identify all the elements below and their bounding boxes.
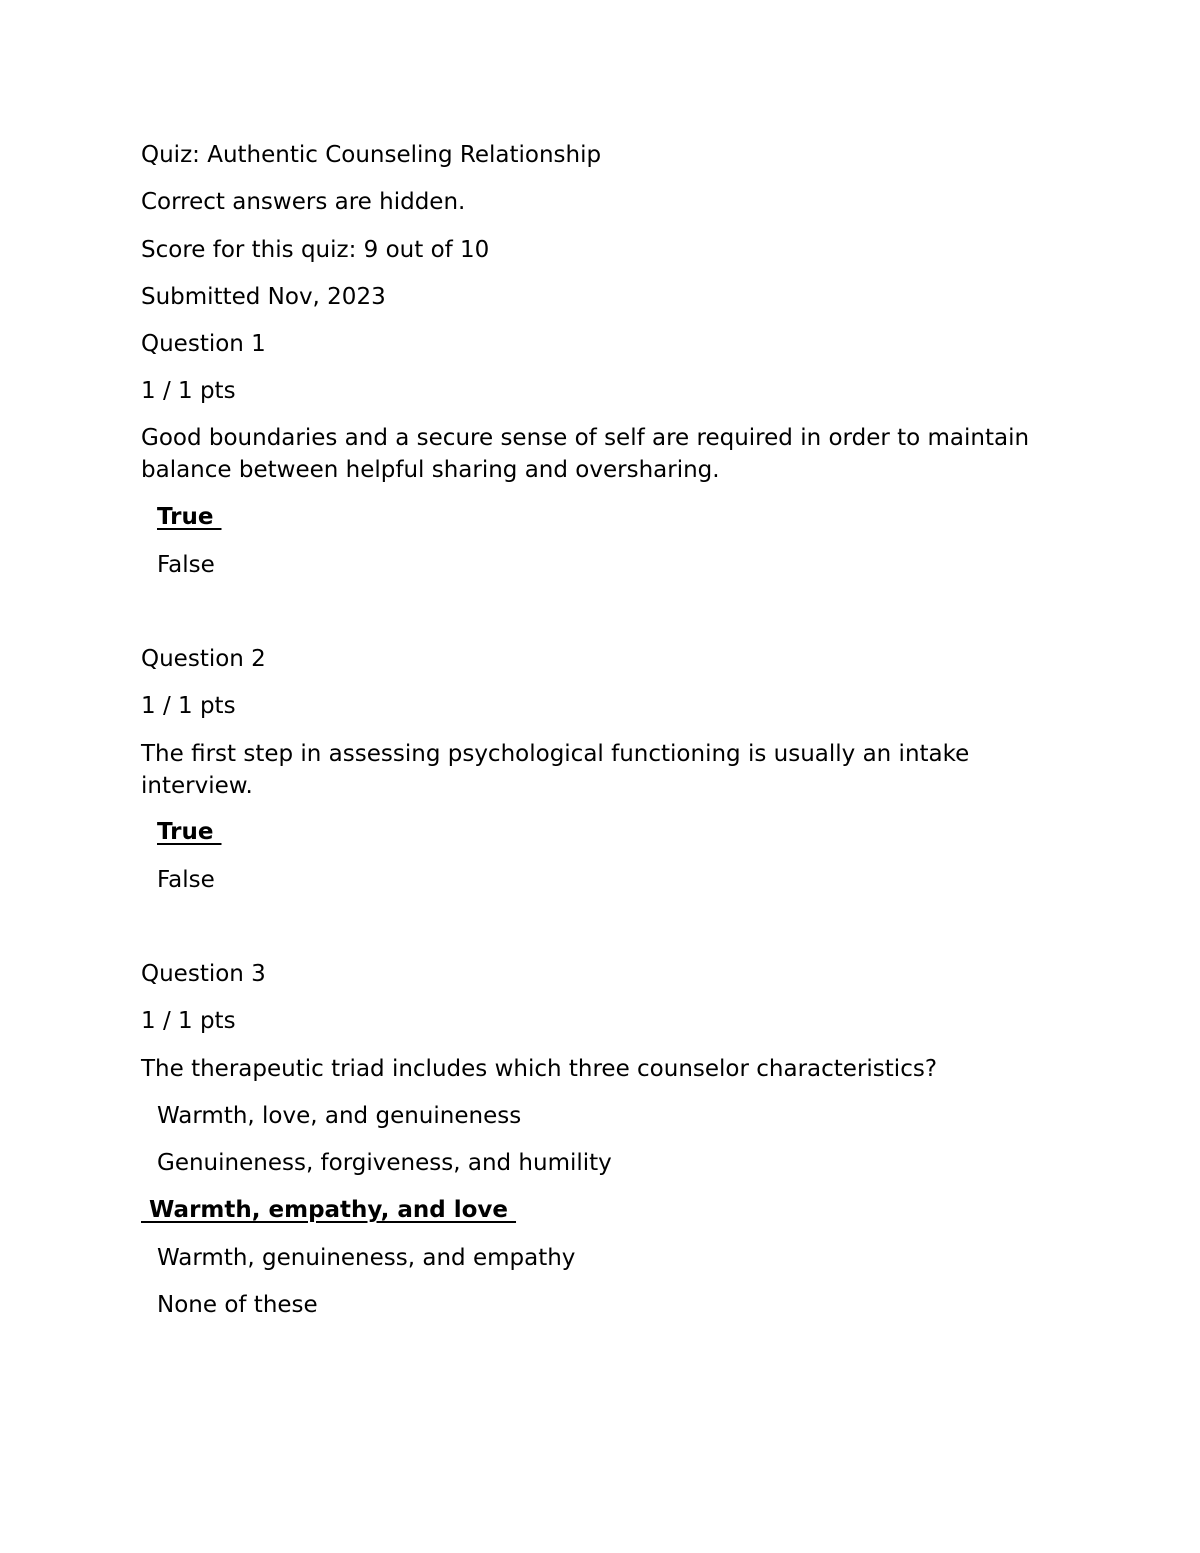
answer-option[interactable]: Warmth, genuineness, and empathy [157, 1245, 576, 1271]
answer-option[interactable]: Warmth, love, and genuineness [157, 1103, 522, 1129]
submitted-date: Submitted Nov, 2023 [141, 284, 386, 310]
quiz-title: Quiz: Authentic Counseling Relationship [141, 142, 602, 168]
answer-option[interactable]: False [157, 867, 215, 893]
question-text: The therapeutic triad includes which three counselor characteristics? [141, 1056, 938, 1082]
question-label: Question 3 [141, 961, 266, 987]
answer-option-selected[interactable]: Warmth, empathy, and love [141, 1197, 517, 1223]
answers-hidden-note: Correct answers are hidden. [141, 189, 466, 215]
question-points: 1 / 1 pts [141, 1008, 236, 1034]
question-points: 1 / 1 pts [141, 378, 236, 404]
answer-option[interactable]: None of these [157, 1292, 318, 1318]
answer-option-selected[interactable]: True [157, 504, 222, 530]
question-text: Good boundaries and a secure sense of self are required in order to maintain balance between helpful sharing and oversharing. [141, 425, 1030, 483]
answer-option[interactable]: Genuineness, forgiveness, and humility [157, 1150, 612, 1176]
question-points: 1 / 1 pts [141, 693, 236, 719]
question-label: Question 2 [141, 646, 266, 672]
answer-option-selected[interactable]: True [157, 819, 222, 845]
quiz-score: Score for this quiz: 9 out of 10 [141, 237, 490, 263]
question-label: Question 1 [141, 331, 266, 357]
question-text: The first step in assessing psychological functioning is usually an intake interview. [141, 741, 970, 799]
answer-option[interactable]: False [157, 552, 215, 578]
